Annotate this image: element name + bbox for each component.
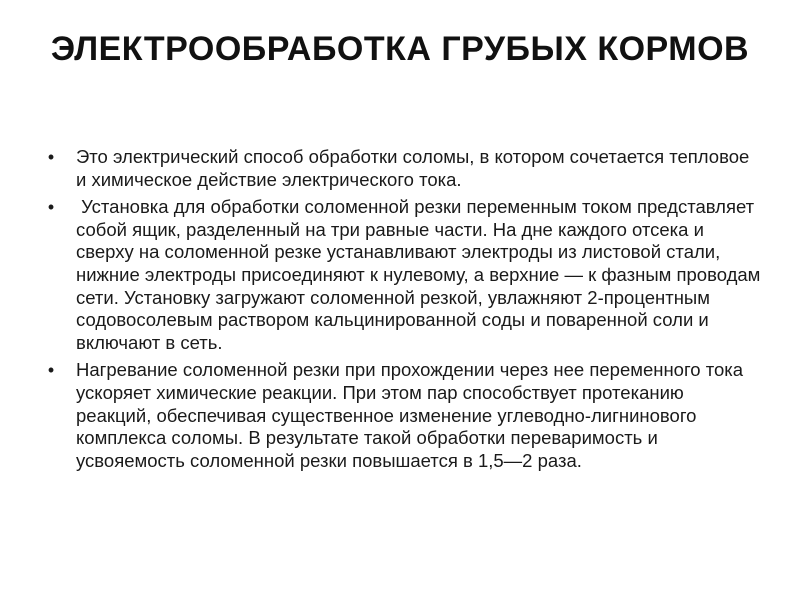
bullet-text: Это электрический способ обработки соломы, в котором сочетается тепловое и химическое действие электрического тока. [76, 146, 750, 190]
bullet-item-1 [44, 146, 764, 191]
bullet-marker-icon: • [47, 360, 55, 381]
bullet-text: Установка для обработки соломенной резки переменным током представляет собой ящик, разделенный на три равные части. На дне каждого отсека и сверху на соломенной резке устанавливают электроды из листовой стали, нижние электроды присоединяют к нулевому, а верхние — к фазным проводам сети. Установку загружают соломенной резкой, увлажняют 2-процентным содовосолевым раствором кальцинированной соды и поваренной соли и включают в сеть. [76, 196, 766, 353]
bullet-list [44, 146, 764, 477]
bullet-text: Нагревание соломенной резки при прохождении через нее переменного тока ускоряет химические реакции. При этом пар способствует протеканию реакций, обеспечивая существенное изменение углеводно-лигнинового комплекса соломы. В результате такой обработки переваримость и усвояемость соломенной резки повышается в 1,5—2 раза. [76, 359, 744, 471]
bullet-item-2 [44, 196, 764, 354]
bullet-marker-icon: • [47, 147, 55, 167]
slide-title: ЭЛЕКТРООБРАБОТКА ГРУБЫХ КОРМОВ [50, 30, 750, 68]
bullet-marker-icon: • [47, 197, 55, 218]
bullet-item-3 [44, 359, 764, 472]
